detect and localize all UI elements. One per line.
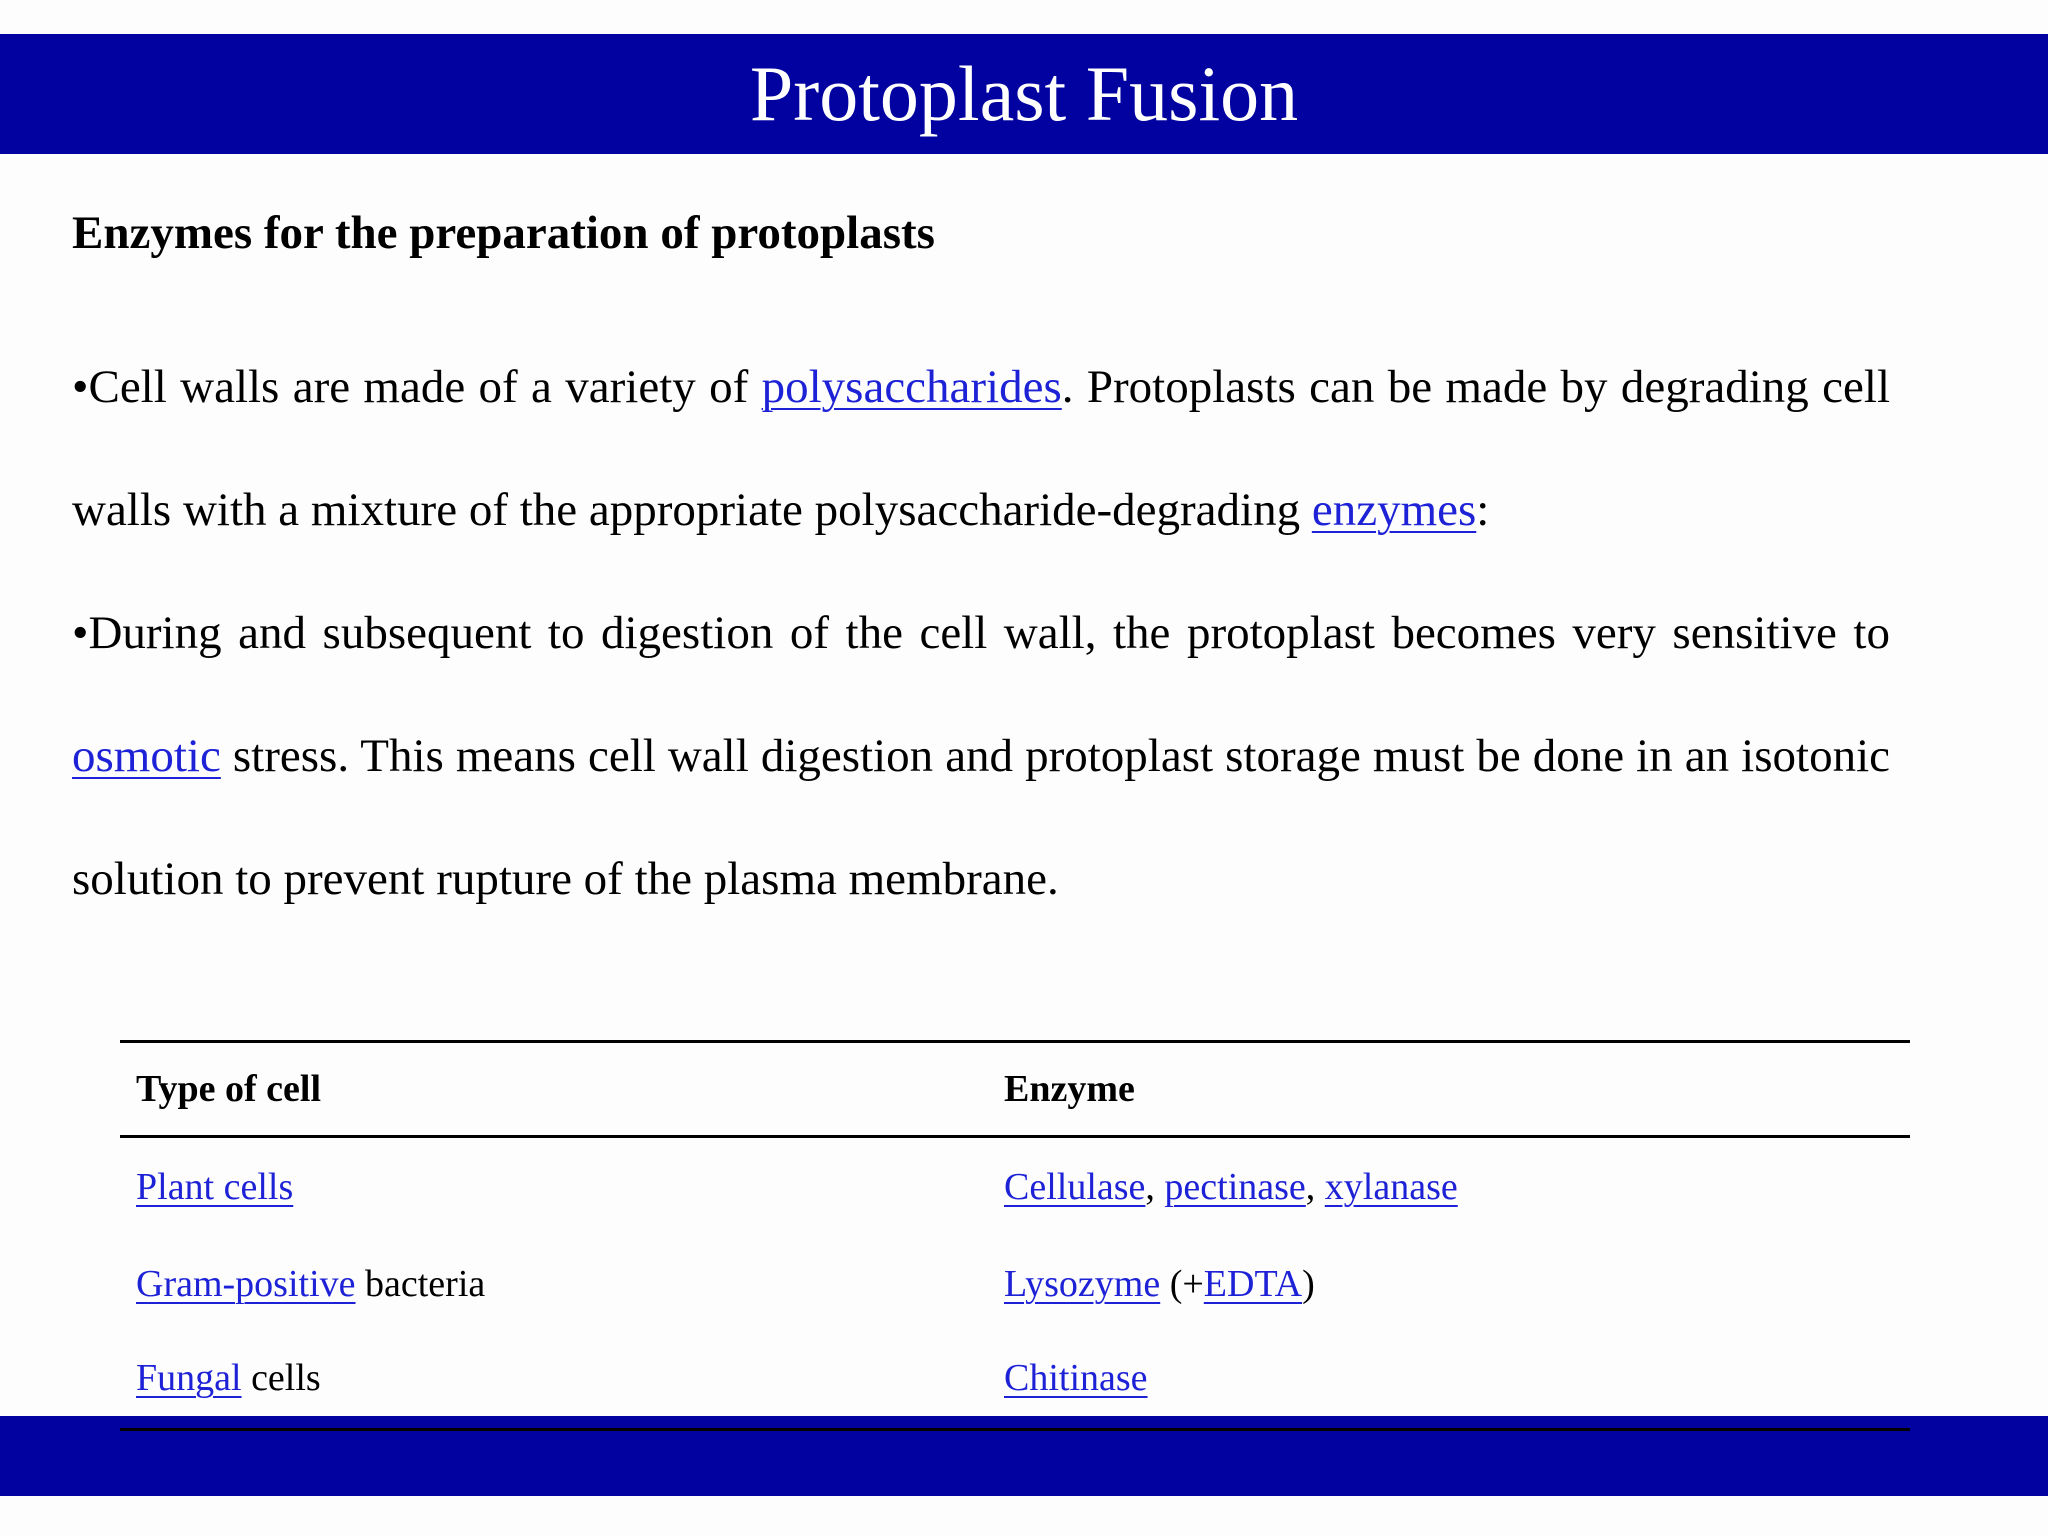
cell-enzyme xyxy=(988,1235,1910,1332)
bullet: • xyxy=(72,607,89,659)
section-heading: Enzymes for the preparation of protoplasts xyxy=(72,207,935,259)
paragraph-text: : xyxy=(1476,484,1490,536)
link-fungal[interactable]: Fungal xyxy=(136,1357,242,1399)
cell-enzyme xyxy=(988,1332,1910,1424)
paragraph-cell-walls xyxy=(72,326,1890,572)
link-enzymes[interactable]: enzymes xyxy=(1311,484,1477,536)
link-osmotic[interactable]: osmotic xyxy=(72,730,221,782)
slide-title: Protoplast Fusion xyxy=(749,50,1299,137)
link-gram-positive[interactable]: Gram-positive xyxy=(136,1262,356,1305)
table xyxy=(120,1040,1910,1424)
link-xylanase[interactable]: xylanase xyxy=(1324,1165,1458,1208)
cell-type xyxy=(120,1235,988,1332)
table-bottom-rule xyxy=(120,1428,1910,1431)
column-header-enzyme: Enzyme xyxy=(1004,1068,1135,1110)
paragraph-text: . Protoplasts can be made by degrading cell walls with a mixture of the appropriate polysaccharide-degrading xyxy=(72,361,1890,536)
cell-text: cells xyxy=(241,1357,321,1399)
column-header-type-of-cell: Type of cell xyxy=(136,1068,322,1110)
link-lysozyme[interactable]: Lysozyme xyxy=(1004,1262,1161,1305)
paragraph-osmotic xyxy=(72,572,1890,941)
paragraph-text: Cell walls are made of a variety of xyxy=(88,361,762,413)
table-row xyxy=(120,1332,1910,1424)
paragraph-text: stress. This means cell wall digestion and protoplast storage must be done in an isotonic solution to prevent rupture of the plasma membrane. xyxy=(72,730,1890,905)
link-edta[interactable]: EDTA xyxy=(1203,1262,1303,1305)
cell-text: bacteria xyxy=(355,1262,486,1305)
link-plant-cells[interactable]: Plant cells xyxy=(136,1165,294,1208)
table-header-row xyxy=(120,1042,1910,1137)
enzyme-table xyxy=(120,1040,1910,1424)
table-row xyxy=(120,1137,1910,1236)
link-cellulase[interactable]: Cellulase xyxy=(1004,1165,1146,1208)
separator: (+ xyxy=(1160,1262,1204,1305)
separator: ) xyxy=(1302,1262,1315,1305)
table-row xyxy=(120,1235,1910,1332)
link-chitinase[interactable]: Chitinase xyxy=(1004,1357,1148,1399)
separator: , xyxy=(1145,1165,1165,1208)
link-polysaccharides[interactable]: polysaccharides xyxy=(761,361,1062,413)
bullet: • xyxy=(72,361,89,413)
link-pectinase[interactable]: pectinase xyxy=(1164,1165,1306,1208)
cell-type xyxy=(120,1332,988,1424)
paragraph-text: During and subsequent to digestion of the cell wall, the protoplast becomes very sensitive to xyxy=(88,607,1890,659)
cell-type xyxy=(120,1137,988,1236)
title-bar xyxy=(0,34,2048,154)
slide-content xyxy=(72,207,1890,941)
separator: , xyxy=(1305,1165,1325,1208)
cell-enzyme xyxy=(988,1137,1910,1236)
